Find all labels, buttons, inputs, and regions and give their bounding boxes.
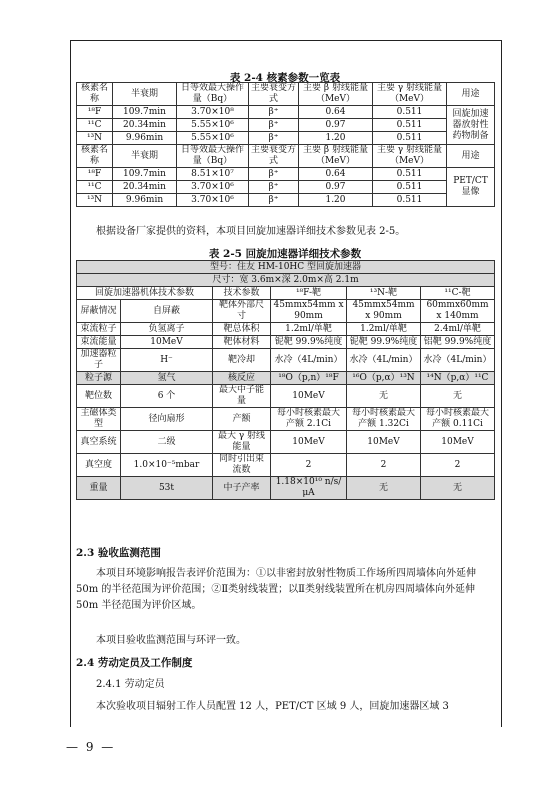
section-2-3-paragraph-1: 本项目环境影响报告表评价范围为：①以非密封放射性物质工作场所四周墙体向外延伸 50m 的半径范围为评价范围；②Ⅱ类射线装置；以Ⅱ类射线装置所在机房四周墙体向外延伸 50m 半径范围为评价区域。 [76,568,476,611]
table-cell: 靶总体积 [213,323,271,336]
section-2-4-1-heading: 2.4.1 劳动定员 [96,679,165,690]
header-cell: 半衰期 [113,83,177,106]
table-cell: 负氢离子 [121,323,213,336]
table-cell: 9.96min [113,132,177,145]
table-cell: 1.20 [299,194,373,207]
table-cell: 产额 [213,408,271,431]
table-cell: 53t [121,477,213,500]
header-cell: 用途 [447,145,495,168]
table-cell: β⁺ [249,106,299,119]
table-2-4-title: 表 2-4 核素参数一览表 [229,72,341,84]
table-cell: 无 [347,385,421,408]
table-cell: 45mmx54mm x 90mm [347,300,421,323]
table-cell: 靶体材料 [213,336,271,349]
use-cell: PET/CT显像 [447,168,495,207]
table-cell: 2.4ml/单靶 [421,323,495,336]
table-cell: 真空度 [77,454,121,477]
table-cell: 5.55×10⁶ [177,132,249,145]
table-cell: β⁺ [249,119,299,132]
table-cell: 0.511 [373,168,447,181]
table-cell: 最大中子能量 [213,385,271,408]
table-cell: 靶冷却 [213,349,271,372]
table-cell: 0.64 [299,106,373,119]
header-cell: 核素名称 [77,83,113,106]
table-cell: 1.2ml/单靶 [271,323,347,336]
table-cell: β⁺ [249,168,299,181]
table-cell: 60mmx60mm x 140mm [421,300,495,323]
table-cell: 0.97 [299,119,373,132]
header-cell: 主要 γ 射线能量（MeV） [373,145,447,168]
table-cell: 自屏蔽 [121,300,213,323]
table-cell: ¹⁸O（p,n）¹⁸F [271,372,347,385]
table-cell: 二级 [121,431,213,454]
table-cell: 铌靶 99.9%纯度 [271,336,347,349]
table-cell: 3.70×10⁸ [177,106,249,119]
header-cell: 主要衰变方式 [249,83,299,106]
header-cell: ¹¹C-靶 [421,287,495,300]
table-cell: 3.70×10⁶ [177,194,249,207]
table-cell: 铌靶 99.9%纯度 [347,336,421,349]
table-cell: 109.7min [113,168,177,181]
header-cell: 半衰期 [113,145,177,168]
section-2-4-1-paragraph: 本次验收项目辐射工作人员配置 12 人，PET/CT 区域 9 人，回旋加速器区域 3 [96,701,449,712]
table-cell: 铝靶 99.9%纯度 [421,336,495,349]
table-cell: 水冷（4L/min） [347,349,421,372]
header-cell: 核素名称 [77,145,113,168]
table-cell: β⁺ [249,181,299,194]
section-2-4-heading: 2.4 劳动定员及工作制度 [76,657,193,669]
table-cell: 20.34min [113,181,177,194]
table-cell: 每小时核素最大产额 0.11Ci [421,408,495,431]
table-cell: 水冷（4L/min） [271,349,347,372]
table-cell: 无 [421,385,495,408]
table-note: 根据设备厂家提供的资料，本项目回旋加速器详细技术参数见表 2-5。 [96,226,406,237]
table-cell: 最大 γ 射线能量 [213,431,271,454]
table-cell: 1.18×10¹⁰ n/s/μA [271,477,347,500]
model-row: 型号：住友 HM-10HC 型回旋加速器 [77,261,495,274]
table-cell: 2 [421,454,495,477]
table-cell: 1.0×10⁻⁵mbar [121,454,213,477]
table-cell: 核反应 [213,372,271,385]
table-cell: 2 [271,454,347,477]
table-cell: 同时引出束流数 [213,454,271,477]
table-cell: 10MeV [271,431,347,454]
header-cell: 日等效最大操作量（Bq） [177,145,249,168]
table-cell: ¹³N [77,132,113,145]
section-2-3-paragraph-2: 本项目验收监测范围与环评一致。 [96,635,246,646]
nuclide-parameter-table [76,82,495,207]
table-cell: ¹³N [77,194,113,207]
header-cell: 技术参数 [213,287,271,300]
table-cell: 束流能量 [77,336,121,349]
table-cell: 无 [347,477,421,500]
table-cell: 1.20 [299,132,373,145]
cyclotron-parameter-table [76,260,495,500]
header-cell: ¹⁸F-靶 [271,287,347,300]
table-cell: 粒子源 [77,372,121,385]
section-2-3-heading: 2.3 验收监测范围 [76,547,161,559]
header-cell: ¹³N-靶 [347,287,421,300]
table-cell: 5.55×10⁶ [177,119,249,132]
table-cell: 109.7min [113,106,177,119]
table-cell: 无 [421,477,495,500]
table-cell: ¹⁶O（p,α）¹³N [347,372,421,385]
table-cell: 0.511 [373,181,447,194]
table-cell: ¹⁴N（p,α）¹¹C [421,372,495,385]
table-cell: 10MeV [421,431,495,454]
table-cell: 重量 [77,477,121,500]
table-cell: ¹⁸F [77,106,113,119]
table-cell: 束流粒子 [77,323,121,336]
table-cell: 径向扇形 [121,408,213,431]
header-cell: 主要衰变方式 [249,145,299,168]
table-cell: 8.51×10⁷ [177,168,249,181]
table-cell: 0.64 [299,168,373,181]
table-cell: 加速器粒子 [77,349,121,372]
table-cell: 中子产率 [213,477,271,500]
table-cell: 0.511 [373,106,447,119]
size-row: 尺寸：宽 3.6m×深 2.0m×高 2.1m [77,274,495,287]
table-cell: 主磁体类型 [77,408,121,431]
table-cell: 每小时核素最大产额 1.32Ci [347,408,421,431]
table-cell: 10MeV [271,385,347,408]
table-cell: 0.511 [373,194,447,207]
table-2-5-title: 表 2-5 回旋加速器详细技术参数 [208,248,362,260]
table-cell: 靶位数 [77,385,121,408]
table-cell: 0.511 [373,119,447,132]
header-cell: 主要 β 射线能量（MeV） [299,145,373,168]
header-cell: 日等效最大操作量（Bq） [177,83,249,106]
table-cell: 水冷（4L/min） [421,349,495,372]
table-cell: β⁺ [249,132,299,145]
table-cell: 10MeV [121,336,213,349]
page-number: — 9 — [66,740,116,754]
table-cell: 0.97 [299,181,373,194]
table-cell: ¹⁸F [77,168,113,181]
table-cell: 10MeV [347,431,421,454]
table-cell: ¹¹C [77,181,113,194]
table-cell: 6 个 [121,385,213,408]
table-cell: 45mmx54mm x 90mm [271,300,347,323]
table-cell: ¹¹C [77,119,113,132]
header-cell: 用途 [447,83,495,106]
header-cell: 回旋加速器机体技术参数 [77,287,213,300]
table-cell: 2 [347,454,421,477]
table-cell: 靶体外部尺寸 [213,300,271,323]
table-cell: 每小时核素最大产额 2.1Ci [271,408,347,431]
table-cell: 3.70×10⁶ [177,181,249,194]
header-cell: 主要 β 射线能量（MeV） [299,83,373,106]
table-cell: 屏蔽情况 [77,300,121,323]
table-cell: 1.2ml/单靶 [347,323,421,336]
table-cell: 9.96min [113,194,177,207]
table-cell: 0.511 [373,132,447,145]
table-cell: 氢气 [121,372,213,385]
table-cell: 20.34min [113,119,177,132]
table-cell: β⁺ [249,194,299,207]
header-cell: 主要 γ 射线能量（MeV） [373,83,447,106]
table-cell: H⁻ [121,349,213,372]
table-cell: 真空系统 [77,431,121,454]
use-cell: 回旋加速器放射性药物制备 [447,106,495,145]
